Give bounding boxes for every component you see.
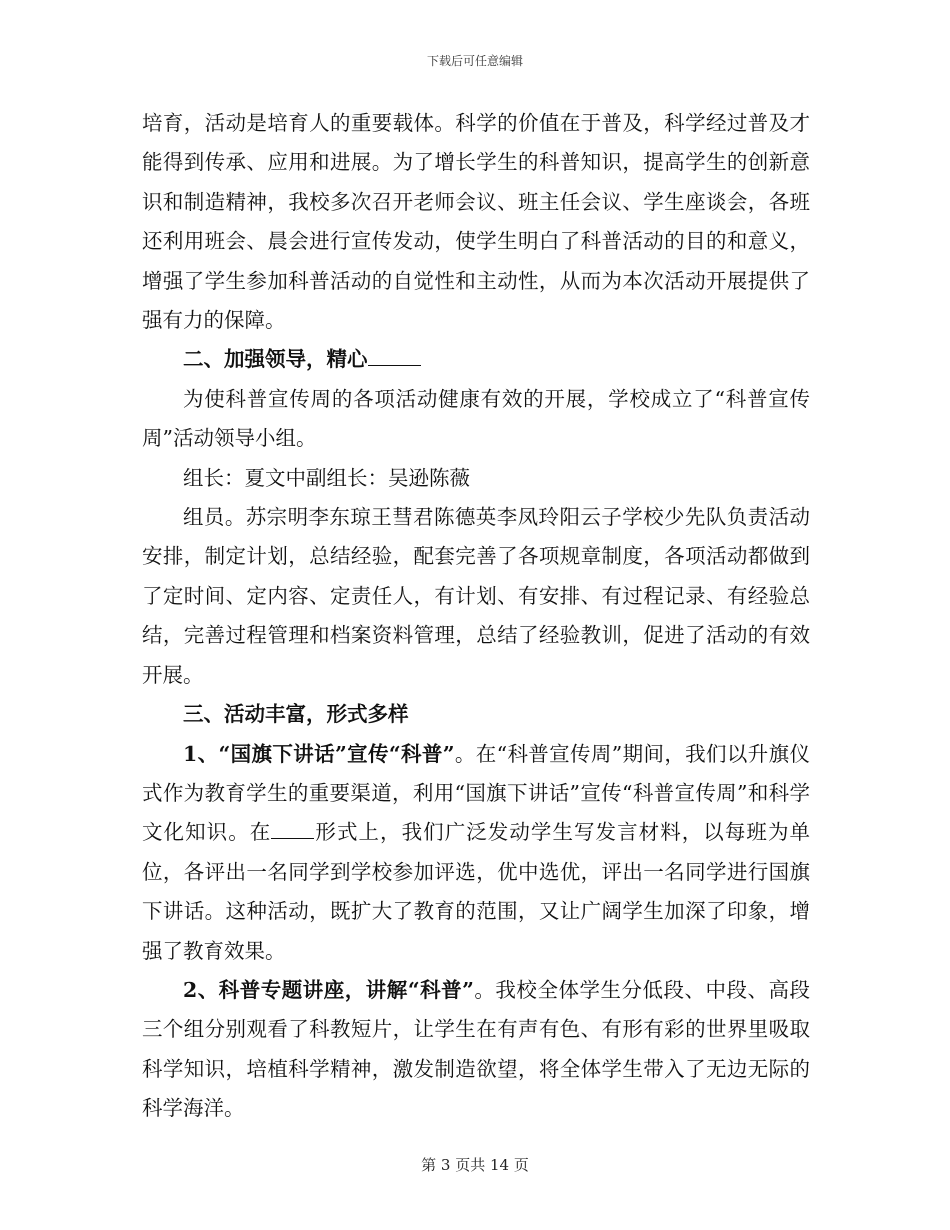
- page-footer: 第 3 页共 14 页: [421, 1156, 529, 1174]
- paragraph-leaders: 组长：夏文中副组长：吴逊陈薇: [183, 465, 470, 490]
- blank-underline: [368, 344, 421, 367]
- page-header: 下载后可任意编辑: [426, 54, 523, 68]
- document-body: [142, 104, 810, 1129]
- section-heading-2-text: 二、加强领导，精心: [183, 347, 368, 372]
- paragraph-1: 培育，活动是培育人的重要载体。科学的价值在于普及，科学经过普及才能得到传承、应用和进展。为了增长学生的科普知识，提高学生的创新意识和制造精神，我校多次召开老师会议、班主任会议、学生座谈会，各班还利用班会、晨会进行宣传发动，使学生明白了科普活动的目的和意义，增强了学生参加科普活动的自觉性和主动性，从而为本次活动开展提供了强有力的保障。: [142, 111, 810, 333]
- item-1-title: 1、“国旗下讲话”宣传“科普”: [183, 741, 455, 766]
- item-2-text: 。我校全体学生分低段、中段、高段三个组分别观看了科教短片，让学生在有声有色、有形有彩的世界里吸取科学知识，培植科学精神，激发制造欲望，将全体学生带入了无边无际的科学海洋。: [142, 977, 810, 1121]
- item-2-title: 2、科普专题讲座，讲解“科普”: [183, 977, 474, 1002]
- section-heading-2: [142, 340, 810, 379]
- section-heading-3: 三、活动丰富，形式多样: [183, 702, 409, 727]
- item-1-text-b: 形式上，我们广泛发动学生写发言材料，以每班为单位，各评出一名同学到学校参加评选，优中选优，评出一名同学进行国旗下讲话。这种活动，既扩大了教育的范围，又让广阔学生加深了印象，增强了教育效果。: [142, 820, 811, 963]
- paragraph-lecture: [142, 971, 810, 1129]
- paragraph-flag-speech: [142, 735, 810, 971]
- paragraph-2: 为使科普宣传周的各项活动健康有效的开展，学校成立了“科普宣传周”活动领导小组。: [142, 386, 810, 451]
- paragraph-members: 组员。苏宗明李东琼王彗君陈德英李凤玲阳云子学校少先队负责活动安排，制定计划，总结经验，配套完善了各项规章制度，各项活动都做到了定时间、定内容、定责任人，有计划、有安排、有过程记录、有经验总结，完善过程管理和档案资料管理，总结了经验教训，促进了活动的有效开展。: [142, 505, 810, 687]
- blank-underline: [271, 817, 314, 840]
- item-1-text-a: 。在“科普宣传周”期间，我们以升旗仪式作为教育学生的重要渠道，利用“国旗下讲话”宣传“科普宣传周”和科学文化知识。在: [142, 741, 810, 845]
